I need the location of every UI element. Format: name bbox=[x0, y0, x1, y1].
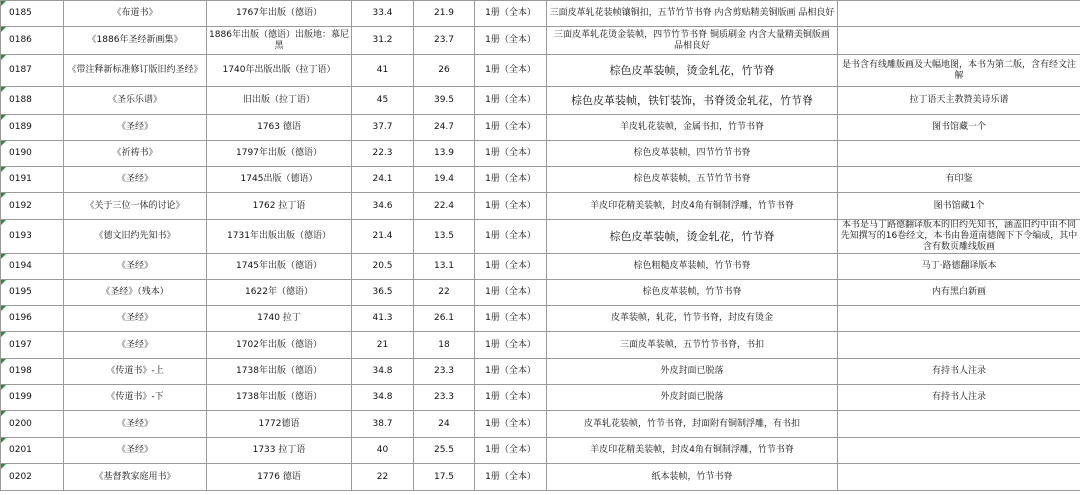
cell-note[interactable] bbox=[838, 141, 1080, 167]
cell-width[interactable]: 26 bbox=[414, 55, 475, 87]
cell-id[interactable]: 0185 bbox=[1, 1, 64, 27]
cell-note[interactable]: 马丁·路德翻译版本 bbox=[838, 254, 1080, 280]
cell-binding[interactable]: 棕色皮革装帧，烫金轧花，竹节脊 bbox=[547, 55, 838, 87]
cell-edition[interactable]: 1702年出版（德语） bbox=[207, 332, 352, 359]
cell-title[interactable]: 《传道书》-下 bbox=[64, 385, 207, 411]
cell-width[interactable]: 13.9 bbox=[414, 141, 475, 167]
cell-title[interactable]: 《布道书》 bbox=[64, 1, 207, 27]
cell-binding[interactable]: 羊皮印花精美装帧，封皮4角有铜制浮雕，竹节书脊 bbox=[547, 438, 838, 464]
cell-id[interactable]: 0194 bbox=[1, 254, 64, 280]
cell-width[interactable]: 18 bbox=[414, 332, 475, 359]
table-row[interactable] bbox=[1, 359, 1080, 385]
table-row[interactable] bbox=[1, 87, 1080, 115]
cell-id[interactable]: 0198 bbox=[1, 359, 64, 385]
cell-width[interactable]: 26.1 bbox=[414, 306, 475, 332]
cell-volumes[interactable]: 1册（全本） bbox=[475, 438, 547, 464]
cell-edition[interactable]: 1763 德语 bbox=[207, 115, 352, 141]
cell-note[interactable]: 图书馆藏1个 bbox=[838, 193, 1080, 220]
cell-width[interactable]: 19.4 bbox=[414, 167, 475, 193]
cell-binding[interactable]: 外皮封面已脱落 bbox=[547, 385, 838, 411]
cell-volumes[interactable]: 1册（全本） bbox=[475, 27, 547, 55]
cell-binding[interactable]: 羊皮轧花装帧，金属书扣，竹节书脊 bbox=[547, 115, 838, 141]
cell-height[interactable]: 36.5 bbox=[352, 280, 414, 306]
cell-id[interactable]: 0189 bbox=[1, 115, 64, 141]
cell-title[interactable]: 《圣经》 bbox=[64, 332, 207, 359]
cell-width[interactable]: 22 bbox=[414, 280, 475, 306]
cell-volumes[interactable]: 1册（全本） bbox=[475, 141, 547, 167]
cell-id[interactable]: 0191 bbox=[1, 167, 64, 193]
cell-height[interactable]: 21 bbox=[352, 332, 414, 359]
cell-binding[interactable]: 棕色皮革装帧，烫金轧花，竹节脊 bbox=[547, 220, 838, 254]
cell-binding[interactable]: 纸本装帧，竹节书脊 bbox=[547, 464, 838, 491]
table-row[interactable] bbox=[1, 411, 1080, 438]
cell-note[interactable]: 图书馆藏一个 bbox=[838, 115, 1080, 141]
cell-width[interactable]: 39.5 bbox=[414, 87, 475, 115]
cell-id[interactable]: 0186 bbox=[1, 27, 64, 55]
cell-note[interactable]: 内有黑白新画 bbox=[838, 280, 1080, 306]
cell-height[interactable]: 34.8 bbox=[352, 359, 414, 385]
cell-id[interactable]: 0196 bbox=[1, 306, 64, 332]
cell-title[interactable]: 《圣乐乐谱》 bbox=[64, 87, 207, 115]
cell-id[interactable]: 0192 bbox=[1, 193, 64, 220]
table-body bbox=[1, 1, 1080, 491]
cell-note[interactable] bbox=[838, 411, 1080, 438]
cell-volumes[interactable]: 1册（全本） bbox=[475, 115, 547, 141]
cell-binding[interactable]: 外皮封面已脱落 bbox=[547, 359, 838, 385]
cell-height[interactable]: 24.1 bbox=[352, 167, 414, 193]
cell-width[interactable]: 22.4 bbox=[414, 193, 475, 220]
cell-title[interactable]: 《1886年圣经新画集》 bbox=[64, 27, 207, 55]
cell-height[interactable]: 34.8 bbox=[352, 385, 414, 411]
table-row[interactable] bbox=[1, 55, 1080, 87]
cell-height[interactable]: 37.7 bbox=[352, 115, 414, 141]
cell-binding[interactable]: 棕色皮革装帧，铁钉装饰，书脊烫金轧花，竹节脊 bbox=[547, 87, 838, 115]
cell-id[interactable]: 0190 bbox=[1, 141, 64, 167]
cell-note[interactable] bbox=[838, 1, 1080, 27]
cell-height[interactable]: 41 bbox=[352, 55, 414, 87]
cell-note[interactable] bbox=[838, 464, 1080, 491]
cell-edition[interactable]: 旧出版（拉丁语） bbox=[207, 87, 352, 115]
cell-note[interactable]: 本书是马丁路德翻译版本的旧约先知书，涵盖旧约中由不同先知撰写的16卷经文，本书由鲁道南德阁下下令编成，其中含有数页雕线版画 bbox=[838, 220, 1080, 254]
cell-note[interactable]: 是书含有线雕版画及大幅地图，本书为第二版，含有经文注解 bbox=[838, 55, 1080, 87]
cell-edition[interactable]: 1797年出版（德语） bbox=[207, 141, 352, 167]
cell-width[interactable]: 23.3 bbox=[414, 359, 475, 385]
cell-title[interactable]: 《圣经》 bbox=[64, 167, 207, 193]
cell-title[interactable]: 《传道书》-上 bbox=[64, 359, 207, 385]
cell-height[interactable]: 45 bbox=[352, 87, 414, 115]
cell-title[interactable]: 《圣经》 bbox=[64, 254, 207, 280]
cell-title[interactable]: 《基督教家庭用书》 bbox=[64, 464, 207, 491]
cell-volumes[interactable]: 1册（全本） bbox=[475, 193, 547, 220]
cell-title[interactable]: 《关于三位一体的讨论》 bbox=[64, 193, 207, 220]
cell-id[interactable]: 0197 bbox=[1, 332, 64, 359]
cell-note[interactable] bbox=[838, 306, 1080, 332]
cell-volumes[interactable]: 1册（全本） bbox=[475, 332, 547, 359]
cell-volumes[interactable]: 1册（全本） bbox=[475, 280, 547, 306]
cell-binding[interactable]: 羊皮印花精美装帧，封皮4角有铜制浮雕，竹节书脊 bbox=[547, 193, 838, 220]
cell-note[interactable]: 有持书人注录 bbox=[838, 359, 1080, 385]
cell-edition[interactable]: 1772德语 bbox=[207, 411, 352, 438]
cell-note[interactable]: 有印鉴 bbox=[838, 167, 1080, 193]
cell-id[interactable]: 0202 bbox=[1, 464, 64, 491]
cell-height[interactable]: 20.5 bbox=[352, 254, 414, 280]
cell-width[interactable]: 21.9 bbox=[414, 1, 475, 27]
cell-title[interactable]: 《圣经》（残本） bbox=[64, 280, 207, 306]
cell-title[interactable]: 《圣经》 bbox=[64, 115, 207, 141]
cell-title[interactable]: 《带注释新标准修订版旧约圣经》 bbox=[64, 55, 207, 87]
table-row[interactable] bbox=[1, 306, 1080, 332]
cell-id[interactable]: 0199 bbox=[1, 385, 64, 411]
cell-binding[interactable]: 皮革装帧，轧花，竹节书脊，封皮有烫金 bbox=[547, 306, 838, 332]
cell-id[interactable]: 0200 bbox=[1, 411, 64, 438]
cell-volumes[interactable]: 1册（全本） bbox=[475, 1, 547, 27]
cell-width[interactable]: 25.5 bbox=[414, 438, 475, 464]
cell-edition[interactable]: 1738年出版（德语） bbox=[207, 359, 352, 385]
cell-volumes[interactable]: 1册（全本） bbox=[475, 220, 547, 254]
table-row[interactable] bbox=[1, 141, 1080, 167]
cell-height[interactable]: 21.4 bbox=[352, 220, 414, 254]
table-row[interactable] bbox=[1, 220, 1080, 254]
cell-height[interactable]: 41.3 bbox=[352, 306, 414, 332]
cell-width[interactable]: 17.5 bbox=[414, 464, 475, 491]
cell-height[interactable]: 38.7 bbox=[352, 411, 414, 438]
table-row[interactable] bbox=[1, 193, 1080, 220]
cell-edition[interactable]: 1886年出版（德语）出版地：慕尼黑 bbox=[207, 27, 352, 55]
cell-width[interactable]: 23.7 bbox=[414, 27, 475, 55]
cell-id[interactable]: 0195 bbox=[1, 280, 64, 306]
cell-binding[interactable]: 棕色皮革装帧，五节竹节书脊 bbox=[547, 167, 838, 193]
table-row[interactable] bbox=[1, 115, 1080, 141]
cell-id[interactable]: 0187 bbox=[1, 55, 64, 87]
cell-edition[interactable]: 1776 德语 bbox=[207, 464, 352, 491]
cell-edition[interactable]: 1762 拉丁语 bbox=[207, 193, 352, 220]
cell-height[interactable]: 33.4 bbox=[352, 1, 414, 27]
cell-height[interactable]: 34.6 bbox=[352, 193, 414, 220]
cell-note[interactable]: 拉丁语天主教赞美诗乐谱 bbox=[838, 87, 1080, 115]
cell-binding[interactable]: 棕色粗糙皮革装帧，竹节书脊 bbox=[547, 254, 838, 280]
cell-edition[interactable]: 1745出版（德语） bbox=[207, 167, 352, 193]
cell-edition[interactable]: 1738年出版（德语） bbox=[207, 385, 352, 411]
cell-title[interactable]: 《圣经》 bbox=[64, 438, 207, 464]
cell-title[interactable]: 《圣经》 bbox=[64, 306, 207, 332]
cell-edition[interactable]: 1622年（德语） bbox=[207, 280, 352, 306]
cell-edition[interactable]: 1740 拉丁 bbox=[207, 306, 352, 332]
cell-width[interactable]: 13.1 bbox=[414, 254, 475, 280]
cell-height[interactable]: 31.2 bbox=[352, 27, 414, 55]
cell-title[interactable]: 《德文旧约先知书》 bbox=[64, 220, 207, 254]
cell-title[interactable]: 《圣经》 bbox=[64, 411, 207, 438]
cell-binding[interactable]: 三面皮革轧花装帧镶铜扣，五节竹节书脊 内含剪贴精美铜版画 品相良好 bbox=[547, 1, 838, 27]
cell-width[interactable]: 23.3 bbox=[414, 385, 475, 411]
cell-binding[interactable]: 皮革轧花装帧，竹节书脊，封面附有铜制浮雕，有书扣 bbox=[547, 411, 838, 438]
cell-volumes[interactable]: 1册（全本） bbox=[475, 254, 547, 280]
cell-height[interactable]: 40 bbox=[352, 438, 414, 464]
cell-width[interactable]: 24 bbox=[414, 411, 475, 438]
cell-edition[interactable]: 1733 拉丁语 bbox=[207, 438, 352, 464]
cell-edition[interactable]: 1767年出版（德语） bbox=[207, 1, 352, 27]
table-row[interactable] bbox=[1, 254, 1080, 280]
cell-volumes[interactable]: 1册（全本） bbox=[475, 167, 547, 193]
cell-height[interactable]: 22.3 bbox=[352, 141, 414, 167]
table-row[interactable] bbox=[1, 438, 1080, 464]
cell-volumes[interactable]: 1册（全本） bbox=[475, 411, 547, 438]
cell-edition[interactable]: 1731年出版出版（德语） bbox=[207, 220, 352, 254]
cell-id[interactable]: 0201 bbox=[1, 438, 64, 464]
table-row[interactable] bbox=[1, 464, 1080, 491]
cell-note[interactable] bbox=[838, 438, 1080, 464]
cell-id[interactable]: 0193 bbox=[1, 220, 64, 254]
cell-volumes[interactable]: 1册（全本） bbox=[475, 385, 547, 411]
cell-note[interactable] bbox=[838, 332, 1080, 359]
cell-volumes[interactable]: 1册（全本） bbox=[475, 306, 547, 332]
cell-binding[interactable]: 棕色皮革装帧，竹节书脊 bbox=[547, 280, 838, 306]
cell-width[interactable]: 13.5 bbox=[414, 220, 475, 254]
cell-binding[interactable]: 棕色皮革装帧，四节竹节书脊 bbox=[547, 141, 838, 167]
cell-volumes[interactable]: 1册（全本） bbox=[475, 55, 547, 87]
table-row[interactable] bbox=[1, 385, 1080, 411]
cell-volumes[interactable]: 1册（全本） bbox=[475, 464, 547, 491]
cell-width[interactable]: 24.7 bbox=[414, 115, 475, 141]
cell-binding[interactable]: 三面皮革轧花烫金装帧，四节竹节书脊 铜质刷金 内含大量精美铜版画 品相良好 bbox=[547, 27, 838, 55]
cell-binding[interactable]: 三面皮革装帧，五节竹节书脊，书扣 bbox=[547, 332, 838, 359]
cell-edition[interactable]: 1745年出版（德语） bbox=[207, 254, 352, 280]
cell-edition[interactable]: 1740年出版出版（拉丁语） bbox=[207, 55, 352, 87]
table-row[interactable] bbox=[1, 280, 1080, 306]
cell-note[interactable]: 有持书人注录 bbox=[838, 385, 1080, 411]
cell-note[interactable] bbox=[838, 27, 1080, 55]
cell-volumes[interactable]: 1册（全本） bbox=[475, 359, 547, 385]
table-row[interactable] bbox=[1, 167, 1080, 193]
table-row[interactable] bbox=[1, 332, 1080, 359]
cell-title[interactable]: 《祈祷书》 bbox=[64, 141, 207, 167]
table-row[interactable] bbox=[1, 1, 1080, 27]
cell-id[interactable]: 0188 bbox=[1, 87, 64, 115]
table-row[interactable] bbox=[1, 27, 1080, 55]
cell-height[interactable]: 22 bbox=[352, 464, 414, 491]
cell-volumes[interactable]: 1册（全本） bbox=[475, 87, 547, 115]
